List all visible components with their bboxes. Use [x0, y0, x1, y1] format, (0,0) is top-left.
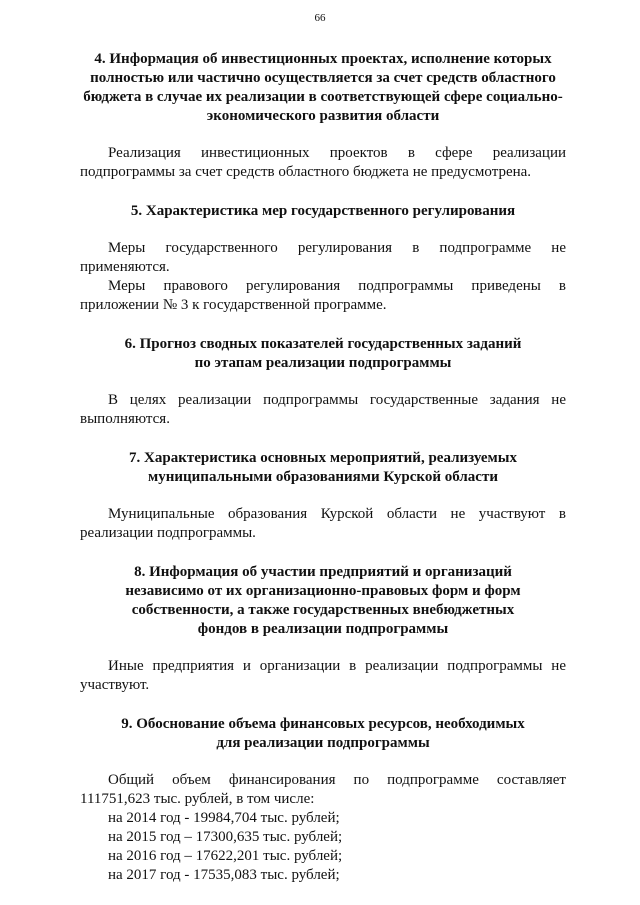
heading-line: муниципальными образованиями Курской области: [148, 469, 498, 485]
section-8-heading: [80, 563, 566, 639]
section-7-paragraph: Муниципальные образования Курской области не участвуют в реализации подпрограммы.: [80, 506, 566, 541]
list-item: на 2016 год – 17622,201 тыс. рублей;: [108, 848, 343, 864]
heading-line: 4. Информация об инвестиционных проектах, исполнение которых: [94, 51, 552, 67]
heading-line: фондов в реализации подпрограммы: [197, 621, 449, 637]
page-number: 66: [314, 12, 326, 24]
section-4-heading: [80, 50, 566, 126]
heading-line: 5. Характеристика мер государственного регулирования: [130, 203, 516, 219]
heading-line: 7. Характеристика основных мероприятий, реализуемых: [129, 450, 517, 466]
list-item: на 2017 год - 17535,083 тыс. рублей;: [108, 867, 340, 883]
section-4: [80, 50, 566, 182]
heading-line: экономического развития области: [206, 108, 440, 124]
section-5-paragraph: Меры правового регулирования подпрограммы приведены в приложении № 3 к государственной программе.: [80, 278, 566, 313]
section-6-heading: [80, 335, 566, 373]
section-9: [80, 715, 566, 885]
heading-line: для реализации подпрограммы: [216, 735, 430, 751]
heading-line: 8. Информация об участии предприятий и организаций: [134, 564, 512, 580]
heading-line: по этапам реализации подпрограммы: [194, 355, 452, 371]
section-7-heading: [80, 449, 566, 487]
heading-line: 9. Обоснование объема финансовых ресурсов, необходимых: [121, 716, 525, 732]
document-body: [80, 50, 566, 885]
section-5: [80, 202, 566, 315]
section-9-heading: [80, 715, 566, 753]
section-5-heading: [80, 202, 566, 221]
list-item: на 2014 год - 19984,704 тыс. рублей;: [108, 810, 340, 826]
section-9-paragraph: Общий объем финансирования по подпрограмме составляет 111751,623 тыс. рублей, в том числе:: [80, 772, 566, 807]
section-6: [80, 335, 566, 429]
list-item: на 2015 год – 17300,635 тыс. рублей;: [108, 829, 343, 845]
section-6-paragraph: В целях реализации подпрограммы государственные задания не выполняются.: [80, 392, 566, 427]
heading-line: собственности, а также государственных внебюджетных: [131, 602, 515, 618]
section-5-paragraph: Меры государственного регулирования в подпрограмме не применяются.: [80, 240, 566, 275]
heading-line: полностью или частично осуществляется за счет средств областного: [90, 70, 556, 86]
section-4-paragraph: Реализация инвестиционных проектов в сфере реализации подпрограммы за счет средств областного бюджета не предусмотрена.: [80, 145, 566, 180]
funding-list: [80, 809, 566, 885]
heading-line: 6. Прогноз сводных показателей государственных заданий: [124, 336, 522, 352]
section-8: [80, 563, 566, 695]
heading-line: бюджета в случае их реализации в соответствующей сфере социально-: [83, 89, 563, 105]
section-7: [80, 449, 566, 543]
section-8-paragraph: Иные предприятия и организации в реализации подпрограммы не участвуют.: [80, 658, 566, 693]
heading-line: независимо от их организационно-правовых форм и форм: [125, 583, 521, 599]
